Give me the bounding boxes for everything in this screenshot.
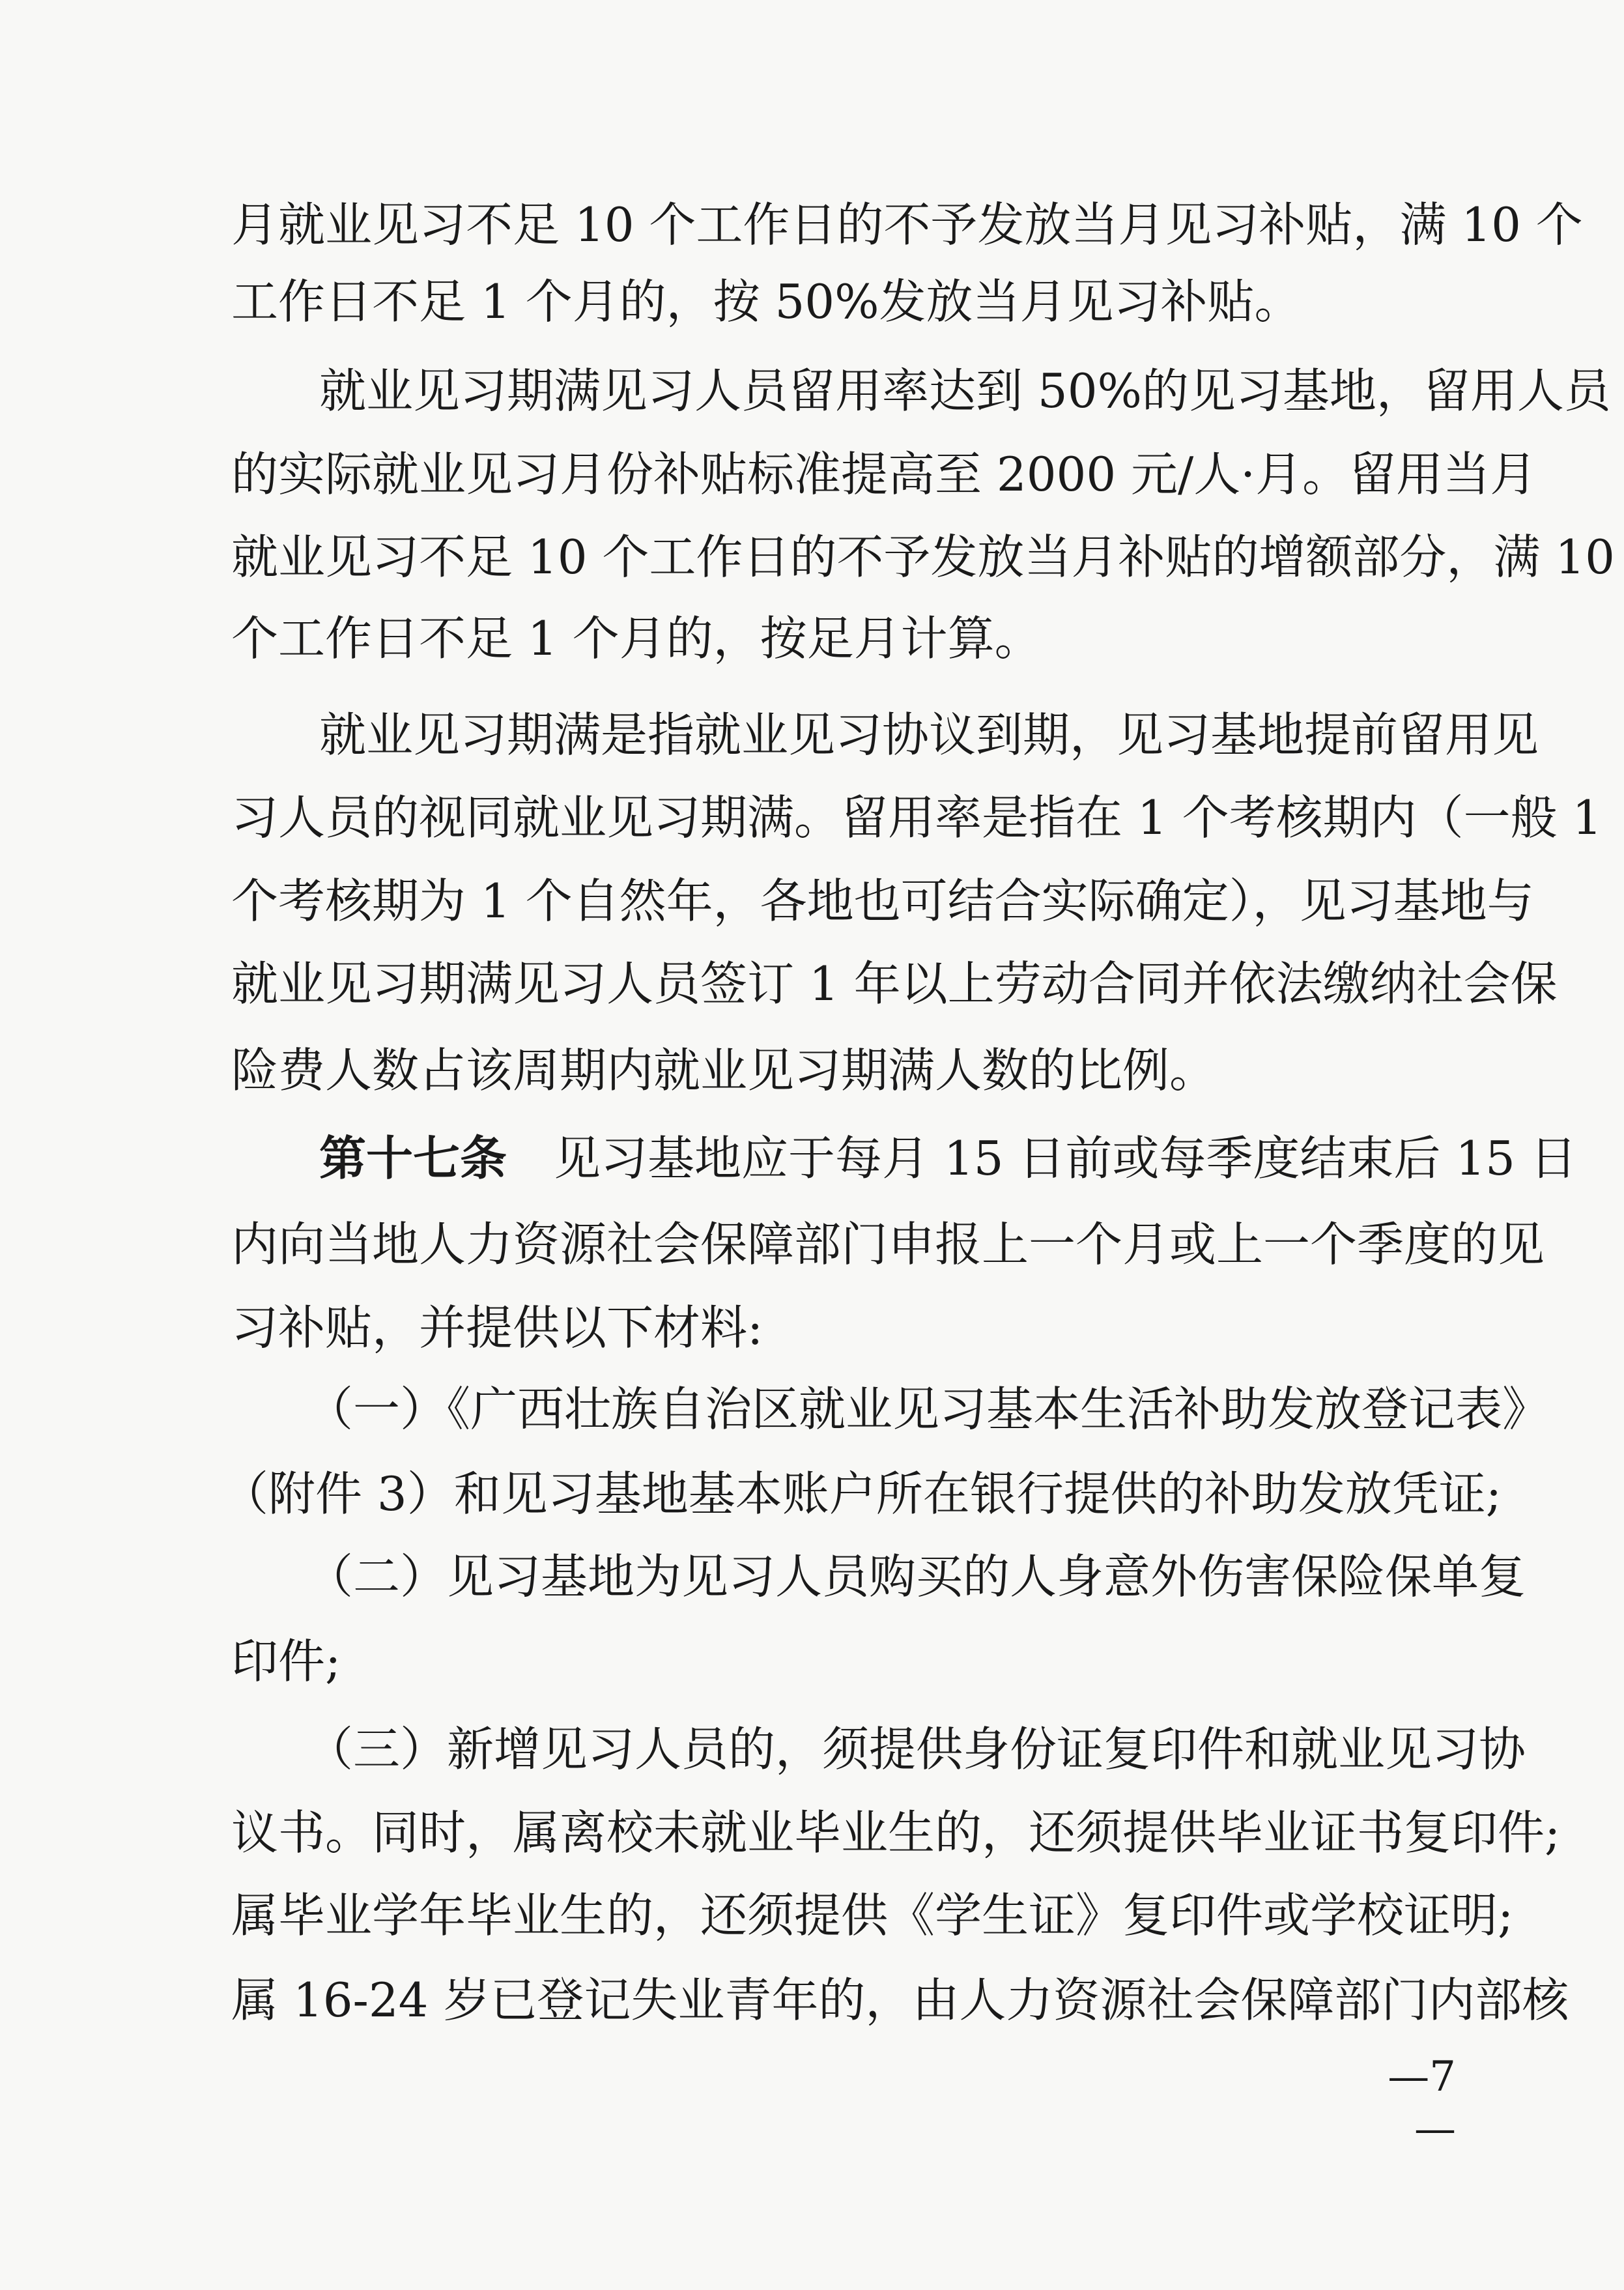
body-text-line: 习补贴，并提供以下材料: xyxy=(231,1300,763,1355)
page-number: —7— xyxy=(1388,2053,1456,2153)
body-text-line: 属 16-24 岁已登记失业青年的，由人力资源社会保障部门内部核 xyxy=(231,1973,1569,2027)
body-text-line: 就业见习期满见习人员留用率达到 50%的见习基地，留用人员 xyxy=(319,364,1611,418)
list-item-line: （一）《广西壮族自治区就业见习基本生活补助发放登记表》 xyxy=(306,1382,1550,1437)
article-seventeen-line xyxy=(319,1129,1577,1188)
body-text-line: 就业见习不足 10 个工作日的不予发放当月补贴的增额部分，满 10 xyxy=(231,530,1615,584)
body-text-line: 月就业见习不足 10 个工作日的不予发放当月见习补贴，满 10 个 xyxy=(231,197,1583,252)
list-item-line: （二）见习基地为见习人员购买的人身意外伤害保险保单复 xyxy=(306,1549,1526,1604)
body-text-line: 个考核期为 1 个自然年，各地也可结合实际确定），见习基地与 xyxy=(231,874,1534,928)
body-text-line: 工作日不足 1 个月的，按 50%发放当月见习补贴。 xyxy=(231,274,1302,329)
body-text-line: 印件; xyxy=(231,1634,341,1689)
body-text-line: （附件 3）和见习基地基本账户所在银行提供的补助发放凭证; xyxy=(221,1467,1502,1521)
article-heading: 第十七条 xyxy=(319,1131,507,1186)
article-text: 见习基地应于每月 15 日前或每季度结束后 15 日 xyxy=(554,1131,1577,1186)
body-text-line: 习人员的视同就业见习期满。留用率是指在 1 个考核期内（一般 1 xyxy=(231,790,1603,845)
body-text-line: 的实际就业见习月份补贴标准提高至 2000 元/人·月。留用当月 xyxy=(231,447,1537,502)
body-text-line: 内向当地人力资源社会保障部门申报上一个月或上一个季度的见 xyxy=(231,1217,1545,1272)
body-text-line: 议书。同时，属离校未就业毕业生的，还须提供毕业证书复印件; xyxy=(231,1805,1561,1860)
body-text-line: 个工作日不足 1 个月的，按足月计算。 xyxy=(231,611,1042,666)
body-text-line: 险费人数占该周期内就业见习期满人数的比例。 xyxy=(231,1043,1217,1098)
list-item-line: （三）新增见习人员的，须提供身份证复印件和就业见习协 xyxy=(306,1722,1526,1777)
body-text-line: 就业见习期满是指就业见习协议到期，见习基地提前留用见 xyxy=(319,708,1539,762)
body-text-line: 就业见习期满见习人员签订 1 年以上劳动合同并依法缴纳社会保 xyxy=(231,956,1558,1011)
body-text-line: 属毕业学年毕业生的，还须提供《学生证》复印件或学校证明; xyxy=(231,1888,1514,1943)
